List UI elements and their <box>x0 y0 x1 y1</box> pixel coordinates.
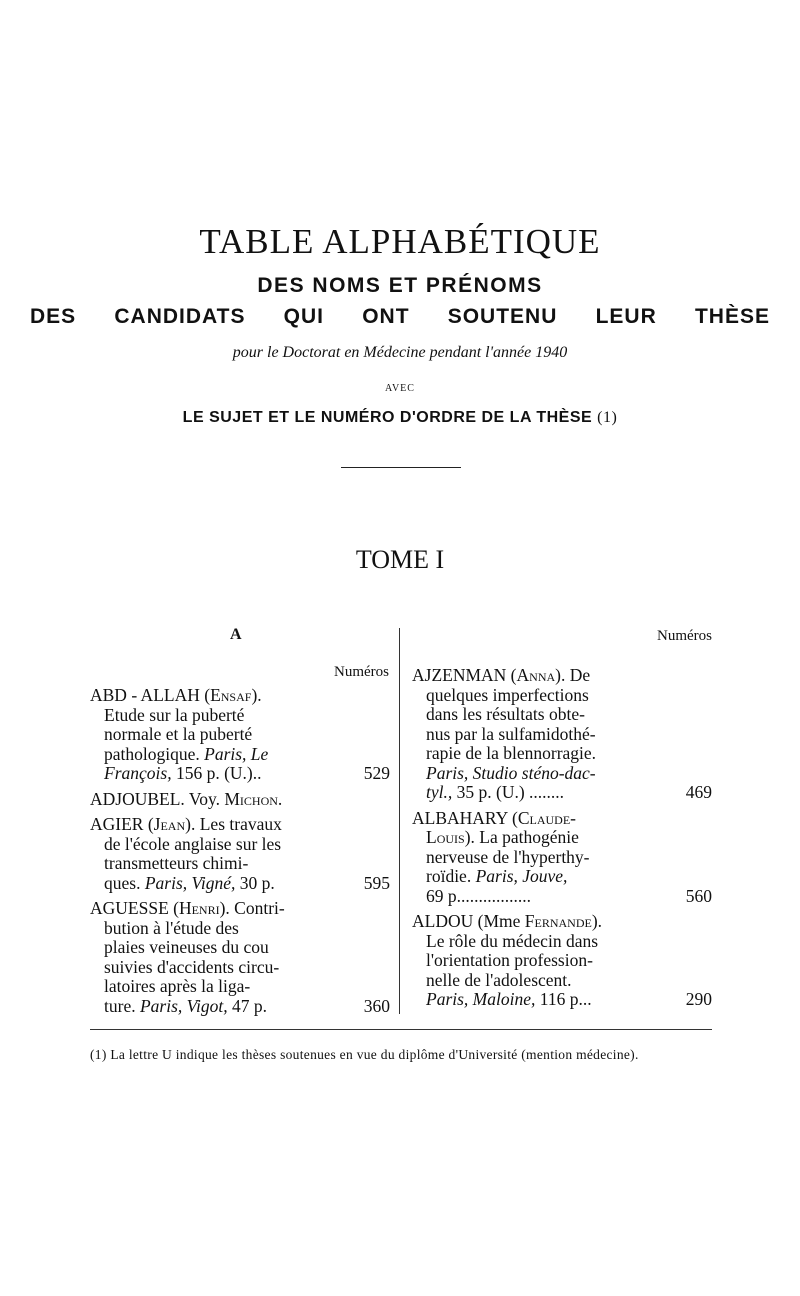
entry-text <box>90 899 285 919</box>
entry-segment: bution à l'étude des <box>104 917 239 938</box>
entry-text <box>104 854 248 874</box>
entry-text <box>104 874 275 894</box>
volume-title: TOME I <box>355 545 445 574</box>
entry-segment: ADJOUBEL. Voy. <box>90 788 225 809</box>
entry-segment: ). <box>591 911 603 931</box>
right-column <box>412 666 712 1016</box>
entry-line <box>412 867 712 887</box>
entry-line <box>90 899 390 919</box>
entry-text <box>412 809 576 829</box>
entry-segment: 35 p. (U.) ........ <box>452 782 565 802</box>
footnote: (1) La lettre U indique les thèses soutenues en vue du diplôme d'Université (mention médecine). <box>90 1047 639 1062</box>
entry-segment: ALDOU (Mme <box>412 911 525 931</box>
entry-line <box>412 951 712 971</box>
publisher-text: Paris, Le <box>204 743 269 764</box>
author-name: Claude- <box>517 807 576 828</box>
entry-segment: plaies veineuses du cou <box>104 937 269 957</box>
entry-segment: quelques imperfections <box>426 684 589 705</box>
entry-segment: 116 p... <box>535 989 592 1009</box>
entry-text <box>104 938 269 958</box>
entry-segment: AJZENMAN ( <box>412 665 517 685</box>
entry-line <box>90 686 390 706</box>
entry-text <box>104 764 262 784</box>
entry-line <box>412 828 712 848</box>
index-entry <box>412 809 712 907</box>
entry-line <box>90 854 390 874</box>
entry-segment: ques. <box>104 872 145 893</box>
entry-line <box>412 971 712 991</box>
thesis-number: 469 <box>685 782 712 802</box>
index-entry <box>90 790 390 810</box>
entry-text <box>426 705 585 725</box>
entry-line <box>412 887 712 907</box>
entry-line <box>412 725 712 745</box>
author-name: Ensaf <box>210 685 252 705</box>
entry-segment: rapie de la blennorragie. <box>426 743 597 763</box>
entry-line <box>90 997 390 1017</box>
entry-segment: latoires après la liga- <box>104 976 251 996</box>
entry-text <box>426 887 531 907</box>
entry-segment: 156 p. (U.).. <box>171 763 262 783</box>
entry-segment: ). Contri- <box>219 898 285 918</box>
subtitle-word: DES <box>30 305 77 328</box>
publisher-text: François, <box>104 763 172 783</box>
entry-text <box>426 867 567 887</box>
entry-line <box>90 919 390 939</box>
divider-rule <box>341 467 461 468</box>
entry-segment: Etude sur la puberté <box>104 704 245 725</box>
author-name: Anna <box>516 665 556 685</box>
entry-text <box>412 666 590 686</box>
publisher-text: Paris, Vigné, <box>144 872 236 893</box>
entry-line <box>412 990 712 1010</box>
thesis-number: 529 <box>363 763 390 783</box>
entry-text <box>426 971 572 991</box>
entry-text <box>426 990 592 1010</box>
entry-text <box>104 997 267 1017</box>
author-name: Jean <box>153 814 186 834</box>
entry-line <box>412 848 712 868</box>
entry-text <box>426 725 596 745</box>
entry-text <box>104 919 239 939</box>
subtitle-word: ONT <box>362 305 410 328</box>
entry-text <box>426 783 564 803</box>
entry-line <box>90 790 390 810</box>
subtitle-word: CANDIDATS <box>114 305 246 328</box>
publisher-text: Paris, Studio sténo-dac- <box>426 762 596 783</box>
entry-line <box>90 764 390 784</box>
index-entry <box>412 666 712 803</box>
publisher-text: tyl., <box>426 782 453 802</box>
entry-segment: transmetteurs chimi- <box>104 853 249 873</box>
publisher-text: Paris, Jouve, <box>475 866 568 886</box>
index-entry <box>90 899 390 1016</box>
entry-segment: nus par la sulfamidothé- <box>426 723 596 744</box>
entry-text <box>426 932 598 952</box>
entry-line <box>412 705 712 725</box>
index-entry <box>90 686 390 784</box>
entry-text <box>426 848 590 868</box>
index-entry <box>90 815 390 893</box>
entry-text <box>90 790 282 810</box>
left-column <box>90 686 390 1022</box>
entry-text <box>426 764 596 784</box>
entry-text <box>90 815 282 835</box>
author-name: Louis <box>426 827 465 847</box>
subtitle-word: LEUR <box>595 305 657 328</box>
entry-line <box>90 874 390 894</box>
entry-line <box>412 783 712 803</box>
entry-segment: 69 p................. <box>426 885 531 906</box>
subtitle-doctorate: pour le Doctorat en Médecine pendant l'année 1940 <box>232 344 568 361</box>
entry-segment: ture. <box>104 995 140 1016</box>
entry-segment: AGIER ( <box>90 814 154 834</box>
entry-line <box>412 764 712 784</box>
entry-segment: suivies d'accidents circu- <box>104 956 280 977</box>
entry-text <box>104 745 268 765</box>
author-name: Michon <box>224 788 278 809</box>
entry-segment: ALBAHARY ( <box>412 807 518 828</box>
numeros-header-right: Numéros <box>657 628 712 644</box>
entry-line <box>90 938 390 958</box>
thesis-number: 360 <box>363 995 390 1016</box>
entry-text <box>104 977 250 997</box>
subtitle-names: DES NOMS ET PRÉNOMS <box>257 274 543 297</box>
entry-segment: normale et la puberté <box>104 724 253 744</box>
entry-line <box>412 809 712 829</box>
entry-segment: ). La pathogénie <box>464 827 579 847</box>
numeros-header-left: Numéros <box>334 664 389 680</box>
entry-text <box>426 951 593 971</box>
entry-text <box>90 686 262 706</box>
author-name: Fernande <box>524 911 592 931</box>
entry-line <box>90 958 390 978</box>
thesis-number: 560 <box>685 885 712 906</box>
entry-segment: roïdie. <box>426 866 476 886</box>
section-letter: A <box>230 626 242 643</box>
publisher-text: Paris, Vigot, <box>139 995 228 1016</box>
entry-text <box>104 958 279 978</box>
entry-line <box>90 706 390 726</box>
thesis-number: 290 <box>685 989 712 1009</box>
subtitle-subject <box>0 409 800 427</box>
entry-segment: ). De <box>555 665 591 685</box>
entry-segment: ). Les travaux <box>185 814 282 834</box>
entry-line <box>90 835 390 855</box>
entry-segment: de l'école anglaise sur les <box>104 833 282 854</box>
index-entry <box>412 912 712 1010</box>
entry-text <box>412 912 602 932</box>
entry-text <box>426 744 596 764</box>
entry-line <box>412 666 712 686</box>
subtitle-candidates <box>30 305 770 329</box>
entry-line <box>90 977 390 997</box>
entry-line <box>412 686 712 706</box>
page-title: TABLE ALPHABÉTIQUE <box>199 222 601 261</box>
entry-text <box>426 828 579 848</box>
entry-text <box>104 725 252 745</box>
footnote-marker: (1) <box>597 409 618 426</box>
entry-segment: pathologique. <box>104 743 205 764</box>
entry-text <box>426 686 589 706</box>
subtitle-word: SOUTENU <box>447 305 558 328</box>
thesis-number: 595 <box>363 872 390 893</box>
entry-segment: ABD - ALLAH ( <box>90 685 211 705</box>
entry-segment: dans les résultats obte- <box>426 704 585 724</box>
entry-line <box>412 932 712 952</box>
entry-segment: AGUESSE ( <box>90 898 179 918</box>
entry-segment: l'orientation profession- <box>426 950 593 970</box>
entry-segment: nelle de l'adolescent. <box>426 969 572 990</box>
subtitle-word: THÈSE <box>694 305 770 328</box>
entry-segment: 30 p. <box>235 872 275 893</box>
author-name: Henri <box>178 898 220 918</box>
entry-line <box>90 815 390 835</box>
entry-segment: nerveuse de l'hyperthy- <box>426 846 590 867</box>
subtitle-word: QUI <box>283 305 325 328</box>
entry-segment: 47 p. <box>227 995 268 1016</box>
entry-line <box>90 745 390 765</box>
footnote-rule <box>90 1029 712 1030</box>
entry-text <box>104 835 281 855</box>
subtitle-subject-text: LE SUJET ET LE NUMÉRO D'ORDRE DE LA THÈSE <box>182 409 593 426</box>
entry-line <box>412 912 712 932</box>
column-divider <box>399 628 400 1014</box>
entry-text <box>104 706 244 726</box>
entry-line <box>412 744 712 764</box>
entry-segment: Le rôle du médecin dans <box>426 930 599 951</box>
entry-segment: . <box>277 788 283 809</box>
subtitle-avec: AVEC <box>385 383 415 394</box>
publisher-text: Paris, Maloine, <box>426 989 536 1009</box>
entry-segment: ). <box>251 685 262 705</box>
entry-line <box>90 725 390 745</box>
